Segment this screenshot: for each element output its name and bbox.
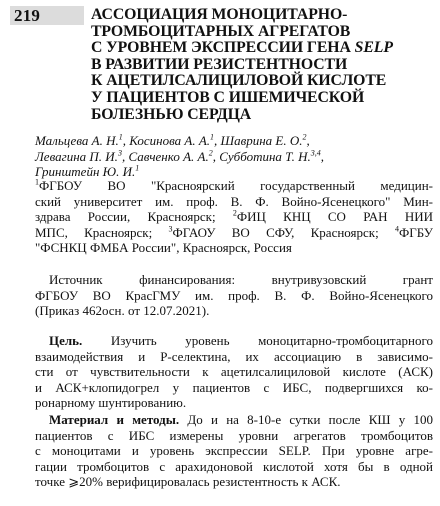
title-line-text: С УРОВНЕМ ЭКСПРЕССИИ ГЕНА [91, 39, 355, 57]
author-name: Левагина П. И. [35, 148, 118, 164]
affiliation-mark: 3 [168, 224, 173, 234]
affiliation-line [35, 178, 433, 194]
author-name: Гринштейн Ю. И. [35, 164, 136, 180]
funding-line: Источник финансирования: внутривузовский грант [49, 272, 433, 287]
affiliation-text: здрава России, Красноярск; [35, 209, 233, 224]
author-name: Шаврина Е. О. [220, 133, 303, 148]
title-line: БОЛЕЗНЬЮ СЕРДЦА [91, 105, 252, 123]
methods-line [35, 412, 433, 428]
author-affiliation-mark: 1 [210, 132, 215, 142]
goal-text: Изучить уровень моноцитарно-тромбоцитарного [82, 333, 433, 348]
article-number: 219 [14, 6, 41, 25]
affiliation-text: ФГБУ [399, 224, 434, 240]
methods-line: с моноцитами и уровень экспрессии SELP. При уровне агре- [35, 443, 433, 458]
authors-list: Мальцева А. Н.$^1$, Косинова А. А.$^1$, Шаврина Е. О.$^2$, Левагина П. И.$^3$, Савченко А. А.$^2$, Субботина Т. Н.$^{3,4}$, Гринштейн Ю. И.$^1$ [35, 132, 324, 180]
methods-line: точке ⩾20% верифицировалась резистентность к АСК. [35, 474, 341, 489]
author-affiliation-mark: 1 [118, 132, 123, 142]
title-line: У ПАЦИЕНТОВ С ИШЕМИЧЕСКОЙ [91, 88, 365, 106]
funding-line: ФГБОУ ВО КрасГМУ им. проф. В. Ф. Войно-Ясенецкого [35, 287, 433, 303]
goal-line: взаимодействия и Р-селектина, их ассоциацию в зависимо- [35, 348, 433, 364]
methods-text: До и на 8-10-е сутки после КШ у 100 [179, 412, 433, 427]
affiliation-line: "ФСНКЦ ФМБА России", Красноярск, Россия [35, 240, 292, 255]
author-affiliation-mark: 1 [135, 163, 140, 173]
author-affiliation-mark: 2 [208, 148, 213, 158]
affiliation-line: ский университет им. проф. В. Ф. Войно-Ясенецкого" Мин- [35, 193, 433, 209]
methods-paragraph [35, 412, 433, 490]
goal-line: и АСК+клопидогрел у пациентов с ИБС, подвергшихся ко- [35, 379, 433, 395]
affiliation-line [35, 209, 433, 225]
affiliation-line [35, 225, 433, 241]
affiliation-text: ФГБОУ ВО "Красноярский государственный медицин- [39, 178, 433, 193]
affiliation-mark: 4 [395, 224, 400, 234]
author-affiliation-mark: 3 [117, 148, 122, 158]
methods-line: гации тромбоцитов с арахидоновой кислотой хотя бы в одной [35, 458, 433, 474]
author-name: Косинова А. А. [129, 133, 211, 148]
funding-paragraph [35, 272, 433, 319]
author-name: Савченко А. А. [128, 148, 209, 164]
article-title [91, 7, 436, 123]
author-affiliation-mark: 3,4 [310, 148, 321, 158]
affiliation-text: ФГАОУ ВО СФУ, Красноярск; [172, 224, 396, 240]
goal-line [35, 333, 433, 349]
title-gene: SELP [354, 39, 393, 57]
title-line: К АЦЕТИЛСАЛИЦИЛОВОЙ КИСЛОТЕ [91, 72, 387, 90]
title-line: ТРОМБОЦИТАРНЫХ АГРЕГАТОВ [91, 22, 351, 40]
methods-line: пациентов с ИБС измерены уровни агрегатов тромбоцитов [35, 427, 433, 443]
title-line [91, 40, 436, 57]
affiliations [35, 178, 433, 256]
affiliation-text: ФИЦ КНЦ СО РАН НИИ [236, 209, 433, 224]
title-line: В РАЗВИТИИ РЕЗИСТЕНТНОСТИ [91, 55, 348, 73]
affiliation-mark: 2 [232, 208, 237, 218]
affiliation-mark: 1 [35, 177, 39, 187]
title-line: АССОЦИАЦИЯ МОНОЦИТАРНО- [91, 6, 348, 23]
author-affiliation-mark: 2 [302, 132, 307, 142]
affiliation-text: МПС, Красноярск; [35, 224, 169, 240]
author-name: Субботина Т. Н. [219, 148, 311, 164]
author-name: Мальцева А. Н. [35, 133, 119, 148]
goal-line: ронарному шунтированию. [35, 395, 187, 410]
goal-heading: Цель. [49, 333, 83, 348]
funding-line: (Приказ 462осн. от 12.07.2021). [35, 303, 210, 318]
goal-line: сти от чувствительности к ацетилсалициловой кислоте (АСК) [35, 364, 433, 379]
goal-paragraph [35, 333, 433, 411]
methods-heading: Материал и методы. [49, 412, 180, 427]
